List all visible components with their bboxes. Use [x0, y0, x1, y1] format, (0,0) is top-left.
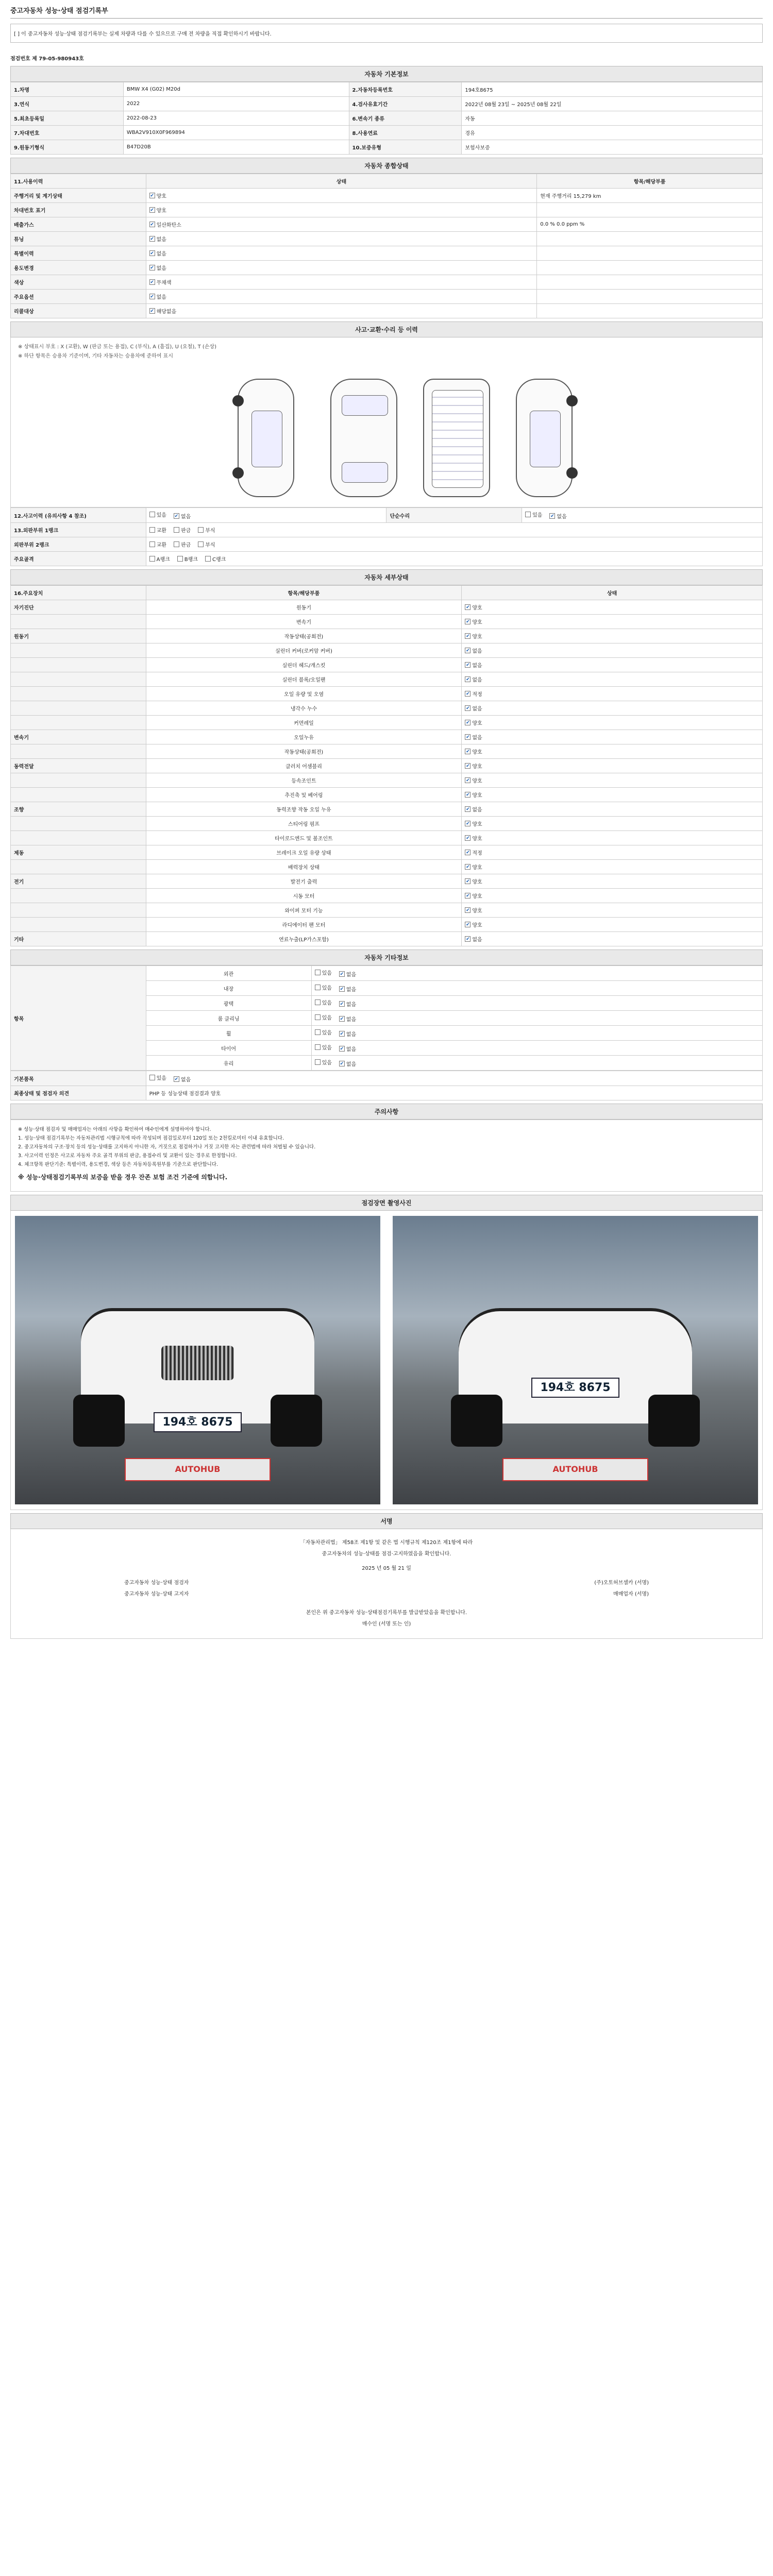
signature-date: 2025 년 05 월 21 일 [362, 1566, 411, 1571]
signature-line-3: 본인은 위 중고자동차 성능·상태점검기록부를 발급받았음을 확인합니다. [306, 1610, 467, 1616]
legend-line-2: ※ 하단 항목은 승용차 기준이며, 기타 자동차는 승용차에 준하여 표시 [18, 353, 173, 359]
panel-rank2-label: 외판부위 2랭크 [11, 537, 146, 552]
basic-label: 6.변속기 종류 [349, 111, 462, 126]
other-row: 광택 있음 ✔ 없음 [11, 996, 763, 1011]
other-row: 룸 클리닝 있음 ✔ 없음 [11, 1011, 763, 1026]
note-line: 3. 사고이력 인정은 사고로 자동차 주요 골격 부위의 판금, 용접수리 및 교환이 있는 경우로 한정합니다. [18, 1153, 237, 1159]
general-state-heading: 자동차 종합상태 [10, 158, 763, 174]
detail-row: 변속기 ✔ 양호 [11, 615, 763, 629]
detail-state-heading: 자동차 세부상태 [10, 569, 763, 585]
detail-col-state: 상태 [462, 586, 763, 600]
note-line: 4. 체크항목 판단기준: 특별이력, 용도변경, 색상 등은 자동차등록원부를 기준으로 판단합니다. [18, 1162, 219, 1167]
general-row: 튜닝 ✔ 없음 [11, 232, 763, 246]
note-line: 1. 성능·상태 점검기록부는 자동차관리법 시행규칙에 따라 작성되며 점검일로부터 120일 또는 2천킬로미터 이내 유효합니다. [18, 1136, 284, 1141]
note-line: ※ 성능·상태 점검자 및 매매업자는 아래의 사항을 확인하여 매수인에게 설명하여야 합니다. [18, 1127, 211, 1132]
detail-row: 스티어링 펌프 ✔ 양호 [11, 817, 763, 831]
detail-row: 추진축 및 베어링 ✔ 양호 [11, 788, 763, 802]
signature-line-1: 「자동차관리법」 제58조 제1항 및 같은 법 시행규칙 제120조 제1항에 따라 [300, 1540, 473, 1546]
extra-table: 기본품목 있음 ✔ 없음 최종상태 및 점검자 의견 PHP 등 성능상태 점검결과 양호 [10, 1071, 763, 1100]
other-row: 항목 외관 있음 ✔ 없음 [11, 966, 763, 981]
rear-sign: AUTOHUB [502, 1458, 649, 1481]
detail-row: 작동상태(공회전) ✔ 양호 [11, 744, 763, 759]
general-row: 주행거리 및 계기상태 ✔ 양호 현재 주행거리 15,279 km [11, 189, 763, 203]
basic-value: 경유 [462, 126, 763, 140]
basic-label: 4.검사유효기간 [349, 97, 462, 111]
basic-label: 1.차명 [11, 82, 124, 97]
basic-value: 보험사보증 [462, 140, 763, 155]
basic-info-heading: 자동차 기본정보 [10, 66, 763, 82]
general-row: 리콜대상 ✔ 해당없음 [11, 304, 763, 318]
accident-table: 12.사고이력 (유의사항 4 참조) 있음 ✔ 없음 단순수리 있음 ✔ 없음 13.외판부위 1랭크 교환 판금 부식 외판부위 2랭크 교환 판금 부식 주요골격 A랭크 B랭크 C랭크 [10, 507, 763, 566]
detail-state-table [10, 585, 763, 946]
inspection-photos [10, 1211, 763, 1510]
basic-value: 2022 [123, 97, 349, 111]
detail-row: 시동 모터 ✔ 양호 [11, 889, 763, 903]
notes-box [10, 1120, 763, 1192]
accident-label: 12.사고이력 (유의사항 4 참조) [11, 508, 146, 523]
photos-heading: 점검장면 촬영사진 [10, 1195, 763, 1211]
notice-text: [ ] 이 중고자동차 성능·상태 점검기록부는 실제 차량과 다를 수 있으므로 구매 전 차량을 직접 확인하시기 바랍니다. [10, 24, 763, 43]
front-plate: 194호 8675 [154, 1412, 241, 1432]
other-row: 유리 있음 ✔ 없음 [11, 1056, 763, 1071]
basic-value: 194호8675 [462, 82, 763, 97]
document-number: 점검번호 제 79-05-980943호 [10, 56, 84, 62]
signature-heading: 서명 [10, 1513, 763, 1529]
general-row: 용도변경 ✔ 없음 [11, 261, 763, 275]
panel-rank1-label: 13.외판부위 1랭크 [11, 523, 146, 537]
notes-heading: 주의사항 [10, 1104, 763, 1120]
signature-line-2: 중고자동차의 성능·상태를 점검·고지하였음을 확인합니다. [322, 1551, 451, 1557]
detail-row: 오일 유량 및 오염 ✔ 적정 [11, 687, 763, 701]
basic-label: 8.사용연료 [349, 126, 462, 140]
accident-history-heading: 사고·교환·수리 등 이력 [10, 321, 763, 337]
detail-row: 배력장치 상태 ✔ 양호 [11, 860, 763, 874]
other-row: 내장 있음 ✔ 없음 [11, 981, 763, 996]
detail-row: 변속기 오일누유 ✔ 없음 [11, 730, 763, 744]
inspector-opinion-label: 최종상태 및 점검자 의견 [11, 1086, 146, 1100]
basic-label: 2.자동차등록번호 [349, 82, 462, 97]
detail-row: 조향 동력조향 작동 오일 누유 ✔ 없음 [11, 802, 763, 817]
basic-value: 2022년 08월 23일 ~ 2025년 08월 22일 [462, 97, 763, 111]
car-side-right-icon [516, 379, 573, 497]
car-diagram [10, 337, 763, 507]
detail-row: 실린더 블록/오일팬 ✔ 없음 [11, 672, 763, 687]
basic-value: BMW X4 (G02) M20d [123, 82, 349, 97]
detail-row: 커먼레일 ✔ 양호 [11, 716, 763, 730]
detail-col-device: 16.주요장치 [11, 586, 146, 600]
car-frame-icon [423, 379, 490, 497]
other-row: 타이어 있음 ✔ 없음 [11, 1041, 763, 1056]
simple-repair-label: 단순수리 [386, 508, 522, 523]
detail-row: 자기진단 원동기 ✔ 양호 [11, 600, 763, 615]
detail-row: 라디에이터 팬 모터 ✔ 양호 [11, 918, 763, 932]
basic-value: B47D20B [123, 140, 349, 155]
front-photo [15, 1216, 380, 1504]
detail-row: 와이퍼 모터 기능 ✔ 양호 [11, 903, 763, 918]
buyer-sign: 매수인 (서명 또는 인) [362, 1621, 411, 1627]
detail-row: 등속조인트 ✔ 양호 [11, 773, 763, 788]
detail-row: 타이로드엔드 및 볼조인트 ✔ 양호 [11, 831, 763, 845]
basic-label: 10.보증유형 [349, 140, 462, 155]
detail-row: 동력전달 클러치 어셈블리 ✔ 양호 [11, 759, 763, 773]
col-note: 항목/해당부품 [537, 174, 763, 189]
basic-label: 9.원동기형식 [11, 140, 124, 155]
general-row: 주요옵션 ✔ 없음 [11, 290, 763, 304]
car-side-left-icon [238, 379, 294, 497]
detail-row: 원동기 작동상태(공회전) ✔ 양호 [11, 629, 763, 643]
document-title: 중고자동차 성능·상태 점검기록부 [10, 3, 763, 19]
basic-info-table [10, 82, 763, 155]
detail-row: 제동 브레이크 오일 유량 상태 ✔ 적정 [11, 845, 763, 860]
signature-box: 「자동차관리법」 제58조 제1항 및 같은 법 시행규칙 제120조 제1항에 따라 중고자동차의 성능·상태를 점검·고지하였음을 확인합니다. 2025 년 05 월 21 일 중고자동차 성능·상태 점검자 (주)오토허브셀카 (서명) 중고자동차 성능·상태 고지자 매매업자 (서명) 본인은 위 중고자동차 성능·상태점검기록부를 발급받았음을 확인합니다. 매수인 (서명 또는 인) [10, 1529, 763, 1639]
detail-row: 기타 연료누출(LP가스포함) ✔ 없음 [11, 932, 763, 946]
rear-photo [393, 1216, 758, 1504]
note-line: 2. 중고자동차의 구조·장치 등의 성능·상태를 고지하지 아니한 자, 거짓으로 점검하거나 거짓 고지한 자는 관련법에 따라 처벌될 수 있습니다. [18, 1144, 316, 1150]
diagram-legend [18, 343, 216, 361]
general-row: 차대번호 표기 ✔ 양호 [11, 203, 763, 217]
basic-value: 2022-08-23 [123, 111, 349, 126]
general-row: 특별이력 ✔ 없음 [11, 246, 763, 261]
rear-plate: 194호 8675 [531, 1378, 619, 1398]
col-state: 상태 [146, 174, 537, 189]
basic-value: WBA2V910X0F969894 [123, 126, 349, 140]
other-info-heading: 자동차 기타정보 [10, 950, 763, 965]
general-row: 배출가스 ✔ 일산화탄소 0.0 % 0.0 ppm % [11, 217, 763, 232]
legend-line-1: ※ 상태표시 부호 : X (교환), W (판금 또는 용접), C (부식), A (흠집), U (요철), T (손상) [18, 344, 217, 350]
other-row: 휠 있음 ✔ 없음 [11, 1026, 763, 1041]
other-info-table [10, 965, 763, 1071]
detail-row: 냉각수 누수 ✔ 없음 [11, 701, 763, 716]
detail-row: 전기 발전기 출력 ✔ 양호 [11, 874, 763, 889]
basic-value: 자동 [462, 111, 763, 126]
inspector-opinion: PHP 등 성능상태 점검결과 양호 [146, 1086, 762, 1100]
detail-row: 실린더 헤드/개스킷 ✔ 없음 [11, 658, 763, 672]
general-row: 색상 ✔ 무채색 [11, 275, 763, 290]
basic-label: 5.최초등록일 [11, 111, 124, 126]
general-state-table [10, 174, 763, 318]
basic-label: 3.연식 [11, 97, 124, 111]
col-item: 11.사용이력 [11, 174, 146, 189]
car-top-front-icon [330, 379, 397, 497]
basic-label: 7.차대번호 [11, 126, 124, 140]
detail-col-item: 항목/해당부품 [146, 586, 462, 600]
notes-highlight: ※ 성능·상태점검기록부의 보증을 받을 경우 잔존 보험 조건 기준에 의합니다. [18, 1174, 228, 1181]
basic-items-label: 기본품목 [11, 1071, 146, 1086]
detail-row: 실린더 커버(로커암 커버) ✔ 없음 [11, 643, 763, 658]
front-sign: AUTOHUB [125, 1458, 271, 1481]
main-frame-label: 주요골격 [11, 552, 146, 566]
